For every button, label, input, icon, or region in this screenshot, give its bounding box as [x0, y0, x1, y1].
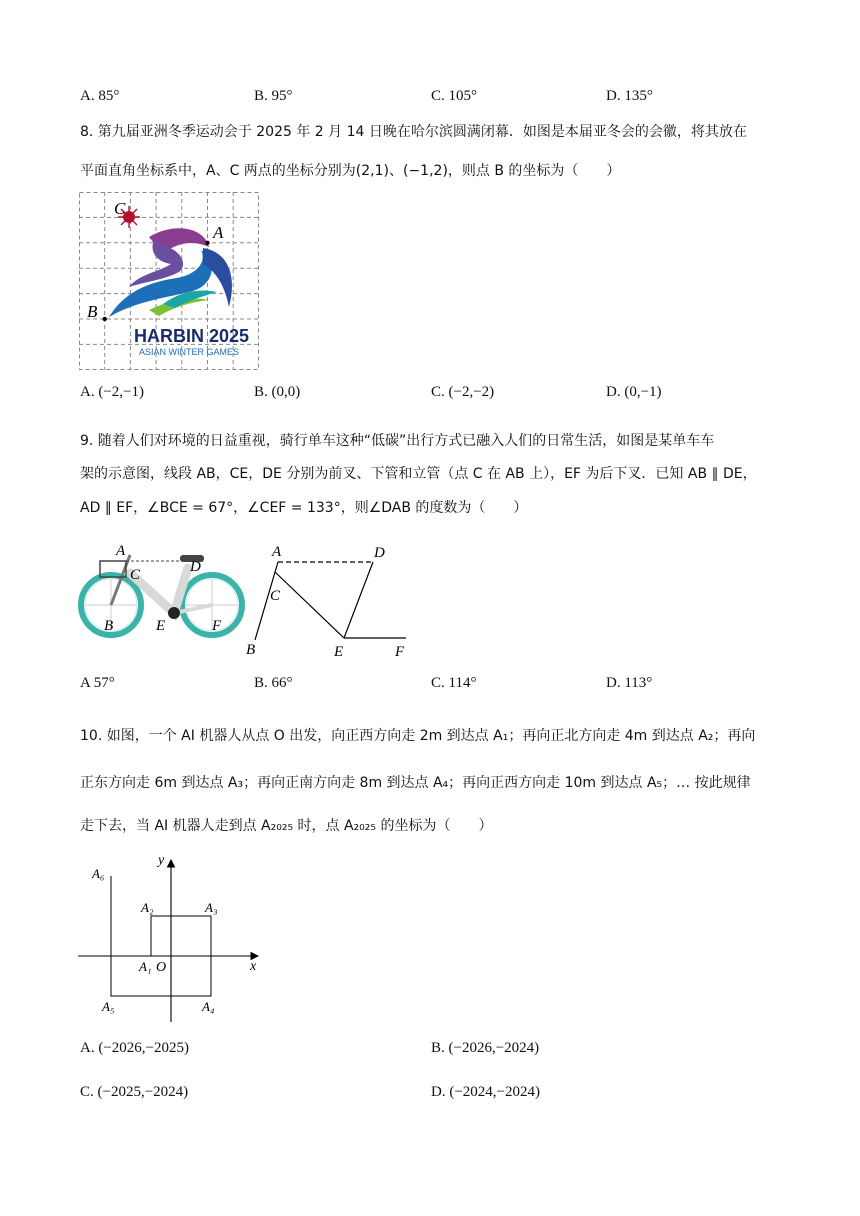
label-o: O [156, 960, 167, 975]
q9-stem-line2: 架的示意图，线段 AB，CE，DE 分别为前叉、下管和立管（点 C 在 AB 上），EF 为后下叉．已知 AB ∥ DE， [80, 466, 757, 482]
diagram-label-c: C [270, 588, 281, 604]
q10-path-diagram [78, 850, 268, 1022]
q9-option-a: A 57° [80, 675, 115, 691]
q10-stem-line2: 正东方向走 6m 到达点 A₃；再向正南方向走 8m 到达点 A₄；再向正西方向走 10m 到达点 A₅；… 按此规律 [80, 775, 751, 791]
q9-stem-line3: AD ∥ EF，∠BCE = 67°，∠CEF = 133°，则∠DAB 的度数为（ ） [80, 500, 528, 516]
q7-option-a: A. 85° [80, 88, 120, 104]
q8-option-d: D. (0,−1) [606, 384, 662, 400]
q7-option-d: D. 135° [606, 88, 653, 104]
q8-option-b: B. (0,0) [254, 384, 301, 400]
diagram-label-e: E [334, 644, 344, 660]
q9-bike-photo [78, 533, 248, 643]
diagram-label-b: B [246, 642, 256, 658]
q9-option-d: D. 113° [606, 675, 653, 691]
q8-logo-figure [79, 192, 259, 370]
label-a6: A₆ [92, 866, 105, 881]
q8-stem-line2: 平面直角坐标系中，A、C 两点的坐标分别为(2,1)、(−1,2)，则点 B 的坐标为（ ） [80, 163, 621, 179]
svg-text:A: A [116, 543, 126, 559]
svg-text:C: C [130, 567, 141, 583]
label-a4: A₄ [202, 999, 215, 1014]
label-a2: A₂ [141, 900, 154, 915]
q10-option-a: A. (−2026,−2025) [80, 1040, 189, 1056]
q8-option-a: A. (−2,−1) [80, 384, 144, 400]
logo-subtext: ASIAN WINTER GAMES [139, 347, 240, 357]
label-a1: A₁ [139, 959, 152, 974]
label-a3: A₃ [205, 900, 218, 915]
diagram-label-f: F [395, 644, 405, 660]
q10-option-b: B. (−2026,−2024) [431, 1040, 540, 1056]
q8-option-c: C. (−2,−2) [431, 384, 495, 400]
svg-text:E: E [156, 618, 166, 634]
q7-option-b: B. 95° [254, 88, 293, 104]
q10-option-d: D. (−2024,−2024) [431, 1084, 540, 1100]
svg-text:F: F [212, 618, 222, 634]
q7-option-c: C. 105° [431, 88, 478, 104]
svg-text:B: B [104, 618, 114, 634]
q10-stem-line1: 10. 如图，一个 AI 机器人从点 O 出发，向正西方向走 2m 到达点 A₁；再向正北方向走 4m 到达点 A₂；再向 [80, 728, 756, 744]
q10-option-c: C. (−2025,−2024) [80, 1084, 189, 1100]
q8-stem-line1: 8. 第九届亚洲冬季运动会于 2025 年 2 月 14 日晚在哈尔滨圆满闭幕．如图是本届亚冬会的会徽，将其放在 [80, 124, 747, 140]
q9-frame-diagram [240, 540, 410, 660]
q9-option-c: C. 114° [431, 675, 477, 691]
label-a: A [213, 223, 224, 242]
q10-stem-line3: 走下去，当 AI 机器人走到点 A₂₀₂₅ 时，点 A₂₀₂₅ 的坐标为（ ） [80, 818, 493, 834]
label-a5: A₅ [102, 999, 115, 1014]
diagram-label-a: A [272, 544, 282, 560]
axis-label-y: y [158, 853, 165, 868]
label-c: C [114, 199, 126, 218]
q9-stem-line1: 9. 随着人们对环境的日益重视，骑行单车这种“低碳”出行方式已融入人们的日常生活，如图是某单车车 [80, 433, 715, 449]
q9-option-b: B. 66° [254, 675, 293, 691]
diagram-label-d: D [374, 545, 385, 561]
axis-label-x: x [250, 959, 257, 974]
svg-text:D: D [190, 559, 201, 575]
label-b: B [87, 302, 98, 321]
logo-text: HARBIN 2025 [134, 326, 250, 346]
